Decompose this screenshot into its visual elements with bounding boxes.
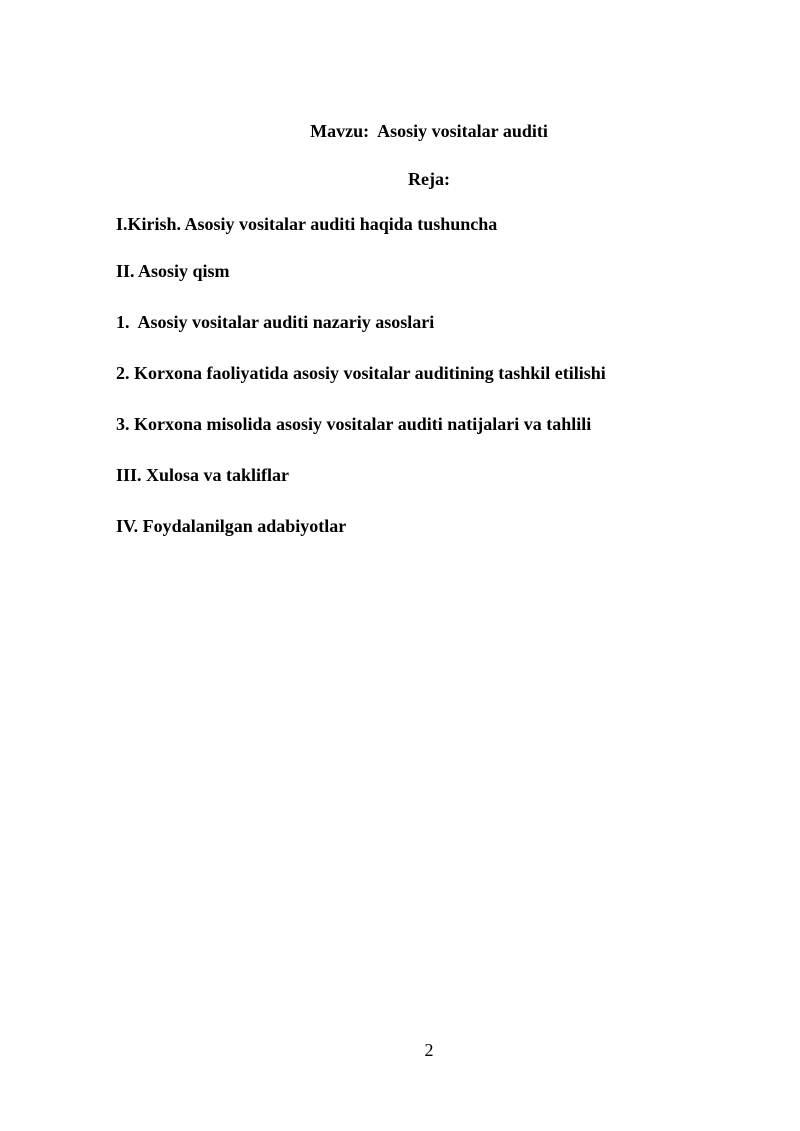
plan-item-section-3: 3. Korxona misolida asosiy vositalar auditi natijalari va tahlili [116,414,592,434]
plan-item-conclusion: III. Xulosa va takliflar [116,465,290,485]
plan-item-main-part: II. Asosiy qism [116,261,230,281]
plan-heading: Reja: [408,169,450,189]
page-number: 2 [424,1040,434,1060]
plan-item-references: IV. Foydalanilgan adabiyotlar [116,516,347,536]
document-title: Mavzu: Asosiy vositalar auditi [310,121,548,141]
plan-item-introduction: I.Kirish. Asosiy vositalar auditi haqida tushuncha [116,214,498,234]
plan-item-section-2: 2. Korxona faoliyatida asosiy vositalar auditining tashkil etilishi [116,363,606,383]
plan-item-section-1: 1. Asosiy vositalar auditi nazariy asoslari [116,312,435,332]
